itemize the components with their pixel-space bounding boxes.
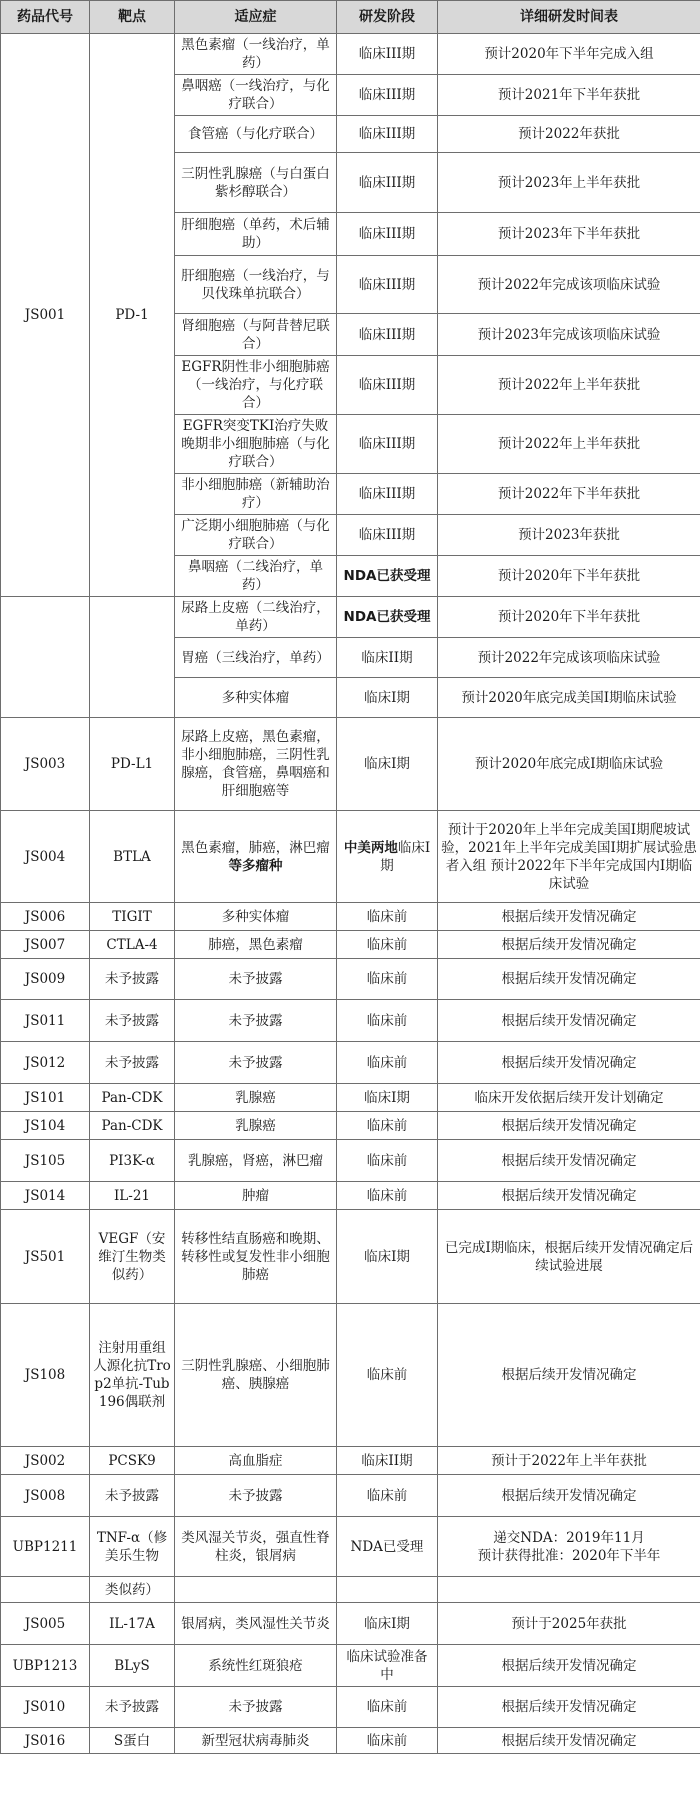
- timeline-cell: 临床开发依据后续开发计划确定: [438, 1084, 700, 1112]
- target-cell: IL-17A: [90, 1603, 175, 1645]
- stage-cell: 临床前: [337, 1042, 438, 1084]
- table-row: [1, 959, 700, 1000]
- indication-cell: 乳腺癌: [175, 1112, 337, 1140]
- drug-code-cell: JS108: [1, 1304, 90, 1447]
- indication-cell: EGFR阴性非小细胞肺癌（一线治疗，与化疗联合）: [175, 356, 337, 415]
- table-row: [1, 903, 700, 931]
- table-row: [1, 1687, 700, 1728]
- table-row: [1, 811, 700, 903]
- target-cell: PI3K-α: [90, 1140, 175, 1182]
- drug-code-cell: UBP1211: [1, 1517, 90, 1577]
- indication-cell: 银屑病，类风湿性关节炎: [175, 1603, 337, 1645]
- indication-cell: [175, 811, 337, 903]
- timeline-cell: 已完成I期临床，根据后续开发情况确定后续试验进展: [438, 1210, 700, 1304]
- stage-cell: 临床试验准备中: [337, 1645, 438, 1687]
- drug-code-cell: JS014: [1, 1182, 90, 1210]
- target-cell: CTLA-4: [90, 931, 175, 959]
- target-cell: 未予披露: [90, 1687, 175, 1728]
- timeline-cell: 预计2022年上半年获批: [438, 415, 700, 474]
- target-cell: Pan-CDK: [90, 1084, 175, 1112]
- table-row: [1, 1304, 700, 1447]
- indication-cell: 黑色素瘤（一线治疗，单药）: [175, 34, 337, 75]
- stage-cell: 临床I期: [337, 678, 438, 718]
- stage-cell: 临床前: [337, 931, 438, 959]
- indication-cell: 未予披露: [175, 1687, 337, 1728]
- header-stage: 研发阶段: [337, 1, 438, 34]
- indication-cell: 高血脂症: [175, 1447, 337, 1475]
- target-cell: 未予披露: [90, 1475, 175, 1517]
- table-row: [1, 1140, 700, 1182]
- drug-code-cell-empty: [1, 1577, 90, 1603]
- drug-code-cell: JS012: [1, 1042, 90, 1084]
- timeline-cell: 根据后续开发情况确定: [438, 1182, 700, 1210]
- indication-cell: 三阴性乳腺癌、小细胞肺癌、胰腺癌: [175, 1304, 337, 1447]
- timeline-cell: 根据后续开发情况确定: [438, 1687, 700, 1728]
- indication-cell: 三阴性乳腺癌（与白蛋白紫杉醇联合）: [175, 153, 337, 213]
- timeline-cell: 预计2022年上半年获批: [438, 356, 700, 415]
- drug-code-cell: JS016: [1, 1728, 90, 1754]
- drug-code-cell: JS011: [1, 1000, 90, 1042]
- timeline-cell: 根据后续开发情况确定: [438, 903, 700, 931]
- target-cell: TNF-α（修美乐生物: [90, 1517, 175, 1577]
- table-row: [1, 1210, 700, 1304]
- table-row: [1, 1000, 700, 1042]
- stage-cell: 临床前: [337, 1304, 438, 1447]
- drug-code-cell: JS008: [1, 1475, 90, 1517]
- table-row: [1, 597, 700, 638]
- timeline-cell: 预计2023年下半年获批: [438, 213, 700, 256]
- drug-code-cell: JS002: [1, 1447, 90, 1475]
- drug-code-cell: JS004: [1, 811, 90, 903]
- drug-code-cell: JS006: [1, 903, 90, 931]
- stage-cell: 临床前: [337, 1140, 438, 1182]
- drug-code-cell: JS101: [1, 1084, 90, 1112]
- stage-cell: 临床前: [337, 1728, 438, 1754]
- target-cell: BLyS: [90, 1645, 175, 1687]
- stage-cell: 临床前: [337, 1112, 438, 1140]
- timeline-cell-empty: [438, 1577, 700, 1603]
- stage-cell: NDA已获受理: [337, 597, 438, 638]
- timeline-cell: 预计2023年完成该项临床试验: [438, 314, 700, 356]
- table-row: [1, 1728, 700, 1754]
- timeline-cell: 根据后续开发情况确定: [438, 1000, 700, 1042]
- target-cell: PD-1: [90, 34, 175, 597]
- stage-cell: 临床III期: [337, 75, 438, 116]
- stage-cell: 临床III期: [337, 116, 438, 153]
- stage-cell: 临床III期: [337, 213, 438, 256]
- stage-cell: 临床前: [337, 1000, 438, 1042]
- target-cell: IL-21: [90, 1182, 175, 1210]
- indication-cell: 新型冠状病毒肺炎: [175, 1728, 337, 1754]
- table-row: [1, 1447, 700, 1475]
- timeline-cell: 预计于2025年获批: [438, 1603, 700, 1645]
- indication-cell: 未予披露: [175, 1000, 337, 1042]
- target-cell: Pan-CDK: [90, 1112, 175, 1140]
- header-indication: 适应症: [175, 1, 337, 34]
- stage-cell: 临床前: [337, 1475, 438, 1517]
- timeline-cell: 预计2022年下半年获批: [438, 474, 700, 515]
- table-row: [1, 1517, 700, 1577]
- target-cell: 类似药）: [90, 1577, 175, 1603]
- table-row: [1, 1577, 700, 1603]
- drug-code-cell: JS009: [1, 959, 90, 1000]
- indication-cell: 多种实体瘤: [175, 903, 337, 931]
- indication-cell: 乳腺癌: [175, 1084, 337, 1112]
- stage-cell: 临床III期: [337, 34, 438, 75]
- stage-cell: 临床前: [337, 959, 438, 1000]
- timeline-cell: 预计2022年完成该项临床试验: [438, 638, 700, 678]
- drug-code-cell-empty: [1, 597, 90, 718]
- indication-cell: 肝细胞癌（一线治疗，与贝伐珠单抗联合）: [175, 256, 337, 314]
- timeline-cell: 预计2022年获批: [438, 116, 700, 153]
- timeline-cell: 预计于2020年上半年完成美国I期爬坡试验，2021年上半年完成美国I期扩展试验患者入组 预计2022年下半年完成国内I期临床试验: [438, 811, 700, 903]
- timeline-cell: 根据后续开发情况确定: [438, 1475, 700, 1517]
- table-row: [1, 1042, 700, 1084]
- stage-text-bold: 中美两地: [343, 839, 398, 856]
- stage-cell: 临床III期: [337, 415, 438, 474]
- stage-cell: 临床前: [337, 1687, 438, 1728]
- drug-code-cell: JS005: [1, 1603, 90, 1645]
- stage-text: 临床I期: [380, 839, 431, 874]
- table-row: [1, 1475, 700, 1517]
- drug-code-cell: JS501: [1, 1210, 90, 1304]
- indication-cell: 乳腺癌，肾癌，淋巴瘤: [175, 1140, 337, 1182]
- indication-cell: 肾细胞癌（与阿昔替尼联合）: [175, 314, 337, 356]
- timeline-cell: 预计2020年下半年完成入组: [438, 34, 700, 75]
- table-row: [1, 1603, 700, 1645]
- timeline-cell: 预计2020年底完成美国I期临床试验: [438, 678, 700, 718]
- stage-cell: 临床I期: [337, 1084, 438, 1112]
- target-cell-empty: [90, 597, 175, 718]
- indication-cell: 尿路上皮癌，黑色素瘤，非小细胞肺癌，三阴性乳腺癌，食管癌，鼻咽癌和肝细胞癌等: [175, 718, 337, 811]
- indication-cell: 肿瘤: [175, 1182, 337, 1210]
- stage-cell: 临床III期: [337, 314, 438, 356]
- header-target: 靶点: [90, 1, 175, 34]
- indication-text: 黑色素瘤，肺癌，淋巴瘤: [181, 839, 330, 856]
- indication-cell: 非小细胞肺癌（新辅助治疗）: [175, 474, 337, 515]
- indication-cell: 鼻咽癌（一线治疗，与化疗联合）: [175, 75, 337, 116]
- indication-cell: 类风湿关节炎，强直性脊柱炎，银屑病: [175, 1517, 337, 1577]
- indication-cell: 尿路上皮癌（二线治疗，单药）: [175, 597, 337, 638]
- stage-cell: 临床III期: [337, 256, 438, 314]
- timeline-cell: 根据后续开发情况确定: [438, 1140, 700, 1182]
- stage-cell: 临床III期: [337, 515, 438, 556]
- timeline-cell: 预计2022年完成该项临床试验: [438, 256, 700, 314]
- table-header-row: [1, 1, 700, 34]
- stage-cell: 临床III期: [337, 474, 438, 515]
- target-cell: VEGF（安维汀生物类似药）: [90, 1210, 175, 1304]
- drug-code-cell: JS105: [1, 1140, 90, 1182]
- stage-cell: 临床II期: [337, 1447, 438, 1475]
- stage-cell: 临床前: [337, 903, 438, 931]
- drug-code-cell: JS104: [1, 1112, 90, 1140]
- indication-cell: 未予披露: [175, 959, 337, 1000]
- header-drug-code: 药品代号: [1, 1, 90, 34]
- table-row: [1, 1182, 700, 1210]
- target-cell: S蛋白: [90, 1728, 175, 1754]
- stage-cell: NDA已获受理: [337, 556, 438, 597]
- drug-code-cell: JS001: [1, 34, 90, 597]
- timeline-cell: 预计于2022年上半年获批: [438, 1447, 700, 1475]
- timeline-cell: 根据后续开发情况确定: [438, 931, 700, 959]
- timeline-cell: 预计2023年获批: [438, 515, 700, 556]
- indication-cell: 未予披露: [175, 1475, 337, 1517]
- target-cell: 注射用重组人源化抗Trop2单抗-Tub196偶联剂: [90, 1304, 175, 1447]
- drug-code-cell: JS003: [1, 718, 90, 811]
- stage-cell: 临床III期: [337, 153, 438, 213]
- drug-code-cell: UBP1213: [1, 1645, 90, 1687]
- timeline-cell: 根据后续开发情况确定: [438, 1112, 700, 1140]
- indication-cell: 肺癌，黑色素瘤: [175, 931, 337, 959]
- target-cell: PD-L1: [90, 718, 175, 811]
- timeline-cell: 预计2020年下半年获批: [438, 597, 700, 638]
- stage-cell: [337, 811, 438, 903]
- drug-code-cell: JS010: [1, 1687, 90, 1728]
- timeline-line: 递交NDA：2019年11月: [493, 1529, 645, 1546]
- target-cell: BTLA: [90, 811, 175, 903]
- stage-cell: 临床I期: [337, 718, 438, 811]
- indication-cell: EGFR突变TKI治疗失败晚期非小细胞肺癌（与化疗联合）: [175, 415, 337, 474]
- timeline-cell: 根据后续开发情况确定: [438, 1304, 700, 1447]
- target-cell: 未予披露: [90, 1042, 175, 1084]
- stage-cell: 临床III期: [337, 356, 438, 415]
- timeline-cell: 根据后续开发情况确定: [438, 959, 700, 1000]
- indication-cell: 多种实体瘤: [175, 678, 337, 718]
- indication-cell: 系统性红斑狼疮: [175, 1645, 337, 1687]
- timeline-cell: 预计2021年下半年获批: [438, 75, 700, 116]
- table-row: [1, 34, 700, 75]
- target-cell: TIGIT: [90, 903, 175, 931]
- table-row: [1, 931, 700, 959]
- table-row: [1, 1112, 700, 1140]
- timeline-cell: [438, 1517, 700, 1577]
- target-cell: PCSK9: [90, 1447, 175, 1475]
- indication-cell: 食管癌（与化疗联合）: [175, 116, 337, 153]
- timeline-cell: 根据后续开发情况确定: [438, 1645, 700, 1687]
- target-cell: 未予披露: [90, 1000, 175, 1042]
- indication-cell: 转移性结直肠癌和晚期、转移性或复发性非小细胞肺癌: [175, 1210, 337, 1304]
- indication-cell: 未予披露: [175, 1042, 337, 1084]
- stage-cell: 临床II期: [337, 638, 438, 678]
- drug-code-cell: JS007: [1, 931, 90, 959]
- stage-cell: 临床I期: [337, 1210, 438, 1304]
- table-row: [1, 1084, 700, 1112]
- stage-cell: 临床I期: [337, 1603, 438, 1645]
- indication-cell: 广泛期小细胞肺癌（与化疗联合）: [175, 515, 337, 556]
- indication-cell-empty: [175, 1577, 337, 1603]
- header-timeline: 详细研发时间表: [438, 1, 700, 34]
- target-cell: 未予披露: [90, 959, 175, 1000]
- indication-text-bold: 等多瘤种: [228, 857, 283, 874]
- indication-cell: 肝细胞癌（单药，术后辅助）: [175, 213, 337, 256]
- stage-cell: NDA已受理: [337, 1517, 438, 1577]
- timeline-cell: 根据后续开发情况确定: [438, 1728, 700, 1754]
- table-row: [1, 718, 700, 811]
- indication-cell: 胃癌（三线治疗，单药）: [175, 638, 337, 678]
- timeline-cell: 预计2020年底完成I期临床试验: [438, 718, 700, 811]
- timeline-cell: 预计2020年下半年获批: [438, 556, 700, 597]
- timeline-cell: 预计2023年上半年获批: [438, 153, 700, 213]
- stage-cell-empty: [337, 1577, 438, 1603]
- table-row: [1, 1645, 700, 1687]
- timeline-cell: 根据后续开发情况确定: [438, 1042, 700, 1084]
- stage-cell: 临床前: [337, 1182, 438, 1210]
- indication-cell: 鼻咽癌（二线治疗，单药）: [175, 556, 337, 597]
- timeline-line: 预计获得批准：2020年下半年: [477, 1547, 661, 1564]
